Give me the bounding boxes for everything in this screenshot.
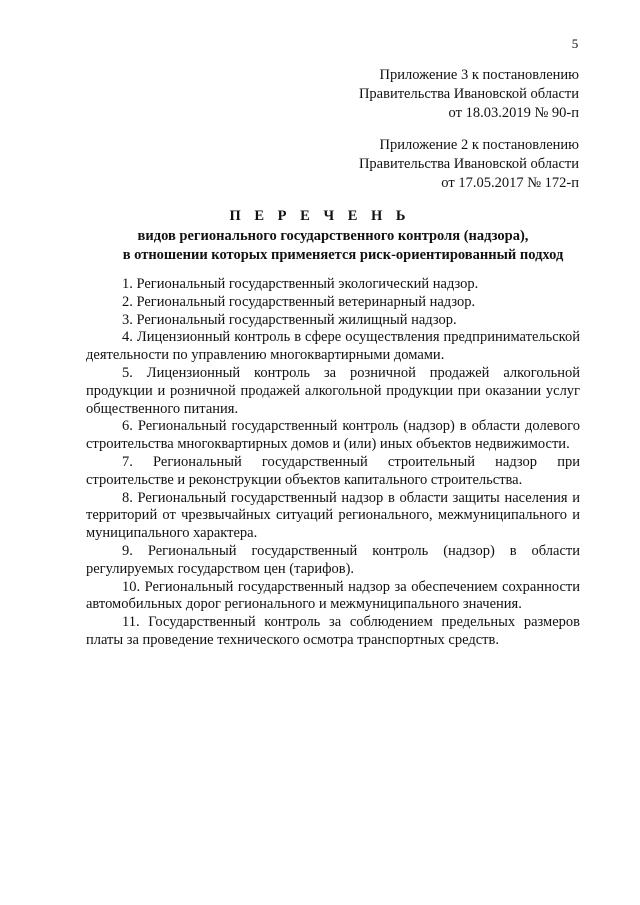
appendix-current-line2: Правительства Ивановской области — [358, 86, 579, 102]
title-heading: П Е Р Е Ч Е Н Ь — [229, 208, 411, 224]
appendix-current-line3: от 18.03.2019 № 90-п — [448, 105, 579, 121]
list-item-4: 4. Лицензионный контроль в сфере осуществления предпринимательской деятельности по управлению многоквартирными домами. — [86, 329, 580, 364]
list-item-9: 9. Региональный государственный контроль (надзор) в области регулируемых государством цен (тарифов). — [86, 542, 580, 577]
appendix-original-line2: Правительства Ивановской области — [358, 156, 579, 172]
title-line2: в отношении которых применяется риск-ориентированный подход — [122, 247, 564, 263]
page-number — [0, 36, 640, 52]
page-number-text: 5 — [571, 36, 579, 51]
control-types-list — [86, 276, 580, 650]
title-line1: видов регионального государственного контроля (надзора), — [137, 228, 529, 244]
list-item-11: 11. Государственный контроль за соблюдением предельных размеров платы за проведение технического осмотра транспортных средств. — [86, 614, 580, 648]
appendix-current-line1: Приложение 3 к постановлению — [379, 67, 579, 83]
document-title — [0, 207, 640, 265]
list-item-5: 5. Лицензионный контроль за розничной продажей алкогольной продукции и розничной продажей алкогольной продукции при оказании услуг общественного питания. — [86, 364, 580, 417]
list-item-2: 2. Региональный государственный ветеринарный надзор. — [122, 293, 476, 310]
list-item-10: 10. Региональный государственный надзор за обеспечением сохранности автомобильных дорог регионального и межмуниципального значения. — [86, 578, 580, 613]
appendix-original-line3: от 17.05.2017 № 172-п — [441, 175, 579, 191]
appendix-original-header — [259, 136, 579, 193]
list-item-1: 1. Региональный государственный экологический надзор. — [122, 276, 479, 292]
list-item-3: 3. Региональный государственный жилищный надзор. — [122, 311, 457, 328]
list-item-6: 6. Региональный государственный контроль (надзор) в области долевого строительства многоквартирных домов и (или) иных объектов недвижимости. — [86, 418, 580, 453]
list-item-7: 7. Региональный государственный строительный надзор при строительстве и реконструкции объектов капитального строительства. — [86, 453, 580, 488]
list-item-8: 8. Региональный государственный надзор в области защиты населения и территорий от чрезвычайных ситуаций регионального, межмуниципального и муниципального характера. — [86, 489, 580, 542]
appendix-original-line1: Приложение 2 к постановлению — [379, 137, 579, 153]
appendix-current-header — [259, 66, 579, 123]
